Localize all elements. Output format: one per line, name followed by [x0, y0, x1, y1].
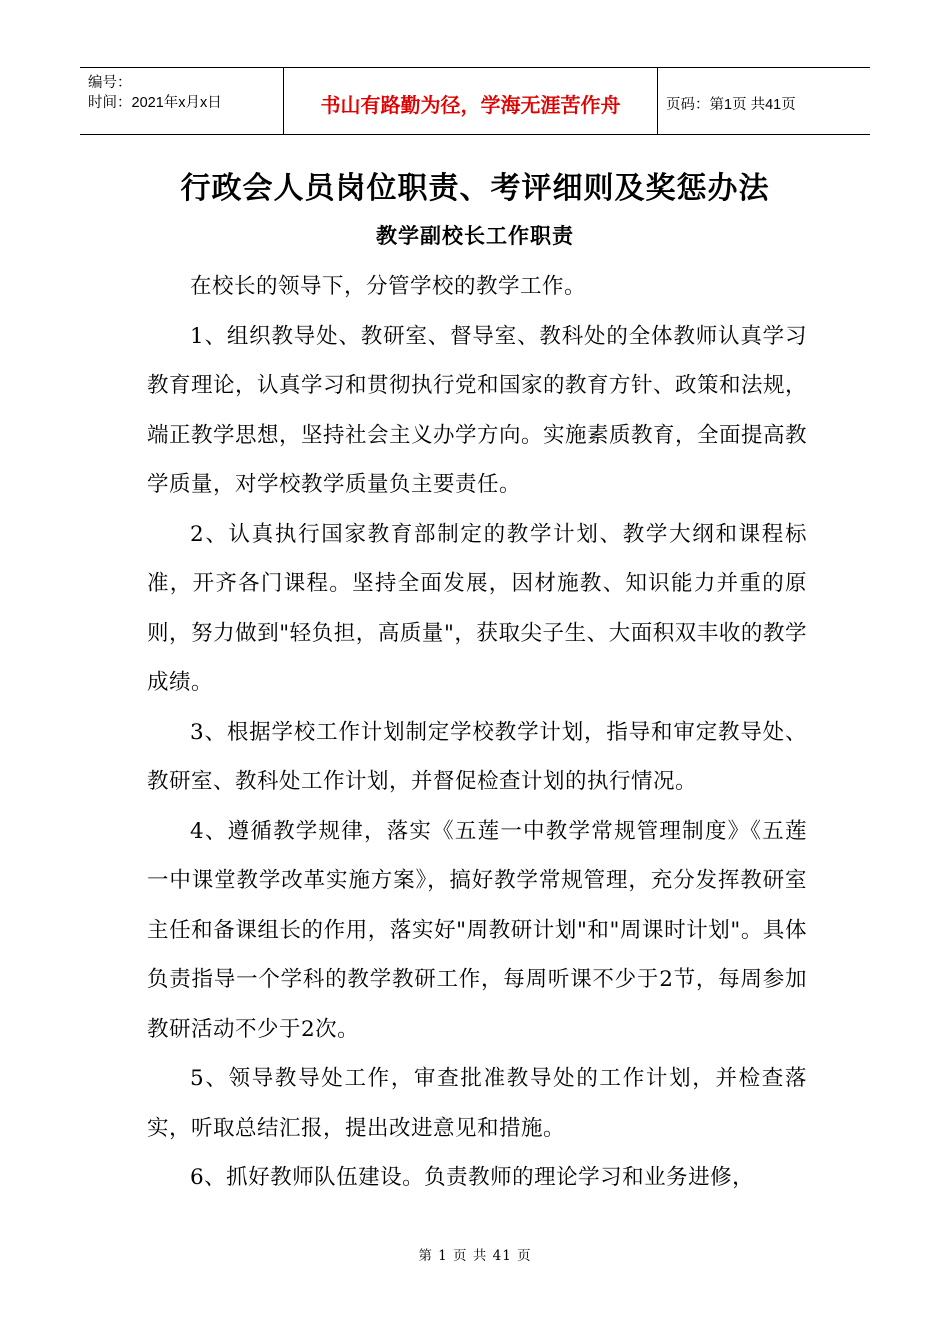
page-footer: 第 1 页 共 41 页: [418, 1248, 532, 1264]
document-number-label: 编号：: [88, 75, 132, 91]
header-table: [80, 67, 870, 135]
document-title: 行政会人员岗位职责、考评细则及奖惩办法: [180, 171, 770, 206]
header-page-info: 页码：第1页 共41页: [666, 96, 796, 113]
paragraph-item-4: 4、遵循教学规律，落实《五莲一中教学常规管理制度》《五莲一中课堂教学改革实施方案》，搞好教学常规管理，充分发挥教研室主任和备课组长的作用，落实好"周教研计划"和"周课时计划"。具体负责指导一个学科的教学教研工作，每周听课不少于2节，每周参加教研活动不少于2次。: [147, 818, 807, 1042]
paragraph-item-1: 1、组织教导处、教研室、督导室、教科处的全体教师认真学习教育理论，认真学习和贯彻执行党和国家的教育方针、政策和法规，端正教学思想，坚持社会主义办学方向。实施素质教育，全面提高教学质量，对学校教学质量负主要责任。: [147, 323, 808, 497]
header-motto: 书山有路勤为径，学海无涯苦作舟: [320, 92, 621, 117]
paragraph-intro: 在校长的领导下，分管学校的教学工作。: [190, 274, 587, 299]
document-time-label: 时间：2021年x月x日: [88, 95, 222, 111]
paragraph-item-6: 6、抓好教师队伍建设。负责教师的理论学习和业务进修，: [190, 1165, 755, 1190]
header-meta-cell: [80, 68, 283, 134]
paragraph-item-3: 3、根据学校工作计划制定学校教学计划，指导和审定教导处、教研室、教科处工作计划，并督促检查计划的执行情况。: [147, 719, 807, 794]
paragraph-item-2: 2、认真执行国家教育部制定的教学计划、教学大纲和课程标准，开齐各门课程。坚持全面发展，因材施教、知识能力并重的原则，努力做到"轻负担，高质量"，获取尖子生、大面积双丰收的教学成绩。: [147, 521, 807, 695]
document-body: [147, 262, 807, 1203]
document-subtitle: 教学副校长工作职责: [376, 223, 574, 248]
header-page-cell: [658, 68, 870, 134]
paragraph-item-5: 5、领导教导处工作，审查批准教导处的工作计划，并检查落实，听取总结汇报，提出改进意见和措施。: [147, 1066, 807, 1141]
header-motto-cell: [283, 68, 658, 134]
